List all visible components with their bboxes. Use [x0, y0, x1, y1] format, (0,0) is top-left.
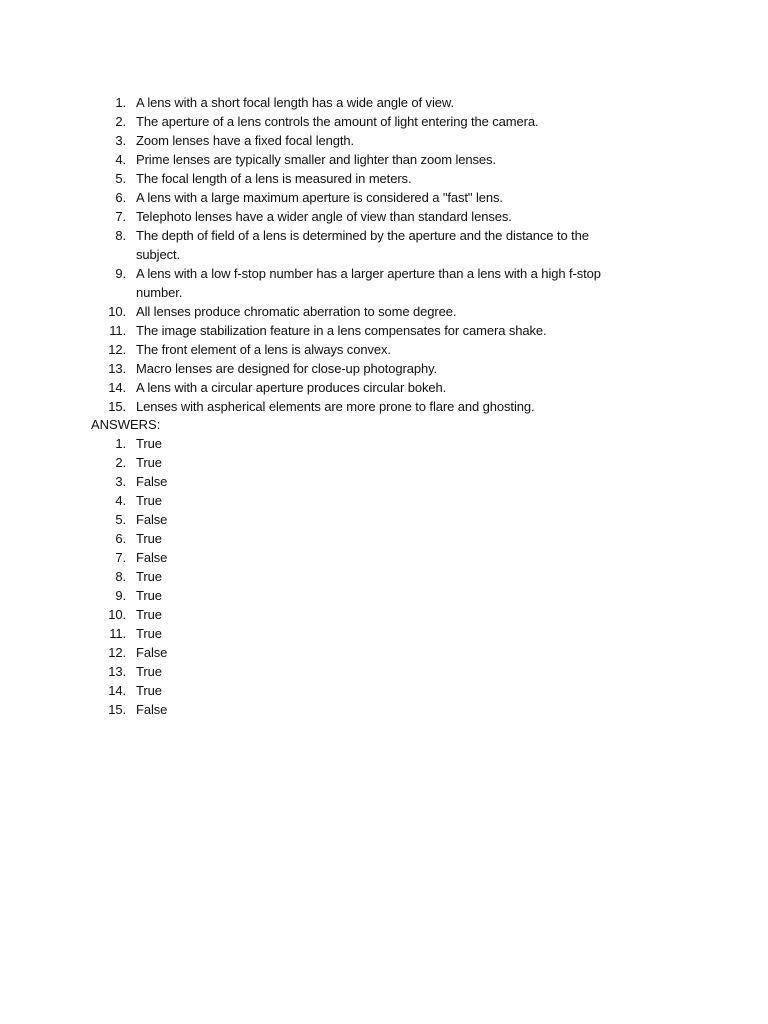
answer-text: False: [136, 550, 168, 565]
question-number: 6.: [115, 190, 126, 205]
answer-item: [0, 491, 636, 510]
answer-number: 7.: [115, 550, 126, 565]
answer-item: [0, 681, 636, 700]
question-item: [0, 207, 636, 226]
question-text: Telephoto lenses have a wider angle of view than standard lenses.: [136, 209, 512, 224]
question-number: 11.: [109, 323, 126, 338]
question-item: [0, 359, 636, 378]
question-number: 14.: [108, 380, 126, 395]
answer-number: 10.: [108, 607, 126, 622]
answer-item: [0, 548, 636, 567]
answer-number: 3.: [115, 474, 126, 489]
question-number: 7.: [115, 209, 126, 224]
question-number: 5.: [115, 171, 126, 186]
answer-item: [0, 662, 636, 681]
question-item: [0, 378, 636, 397]
question-item: [0, 397, 636, 416]
answer-number: 8.: [115, 569, 126, 584]
question-number: 4.: [115, 152, 126, 167]
question-item: [0, 112, 636, 131]
answer-text: False: [136, 512, 168, 527]
answer-number: 6.: [115, 531, 126, 546]
answer-text: False: [136, 702, 168, 717]
answer-item: [0, 510, 636, 529]
answer-text: True: [136, 588, 162, 603]
answer-number: 2.: [115, 455, 126, 470]
question-item: [0, 321, 636, 340]
answer-text: True: [136, 455, 162, 470]
answer-text: False: [136, 474, 168, 489]
answer-text: True: [136, 664, 162, 679]
answer-item: [0, 567, 636, 586]
question-text: The depth of field of a lens is determined by the aperture and the distance to the subject.: [136, 228, 589, 262]
answer-item: [0, 643, 636, 662]
answer-text: True: [136, 569, 162, 584]
question-number: 10.: [108, 304, 126, 319]
question-text: Zoom lenses have a fixed focal length.: [136, 133, 355, 148]
answer-item: [0, 453, 636, 472]
question-item: [0, 188, 636, 207]
answer-number: 14.: [108, 683, 126, 698]
question-number: 1.: [115, 95, 126, 110]
answer-item: [0, 529, 636, 548]
answer-item: [0, 605, 636, 624]
answer-number: 4.: [115, 493, 126, 508]
answer-number: 15.: [108, 702, 126, 717]
answer-number: 13.: [108, 664, 126, 679]
question-number: 9.: [115, 266, 126, 281]
answer-text: True: [136, 683, 162, 698]
question-text: A lens with a short focal length has a wide angle of view.: [136, 95, 454, 110]
question-number: 12.: [108, 342, 126, 357]
question-text: A lens with a low f-stop number has a larger aperture than a lens with a high f-stop number.: [136, 266, 601, 300]
answer-item: [0, 700, 636, 719]
answer-item: [0, 586, 636, 605]
answer-number: 12.: [108, 645, 126, 660]
answer-number: 9.: [115, 588, 126, 603]
answer-text: False: [136, 645, 168, 660]
question-item: [0, 169, 636, 188]
question-text: The aperture of a lens controls the amount of light entering the camera.: [136, 114, 539, 129]
answers-heading: ANSWERS:: [91, 417, 161, 432]
answer-number: 1.: [115, 436, 126, 451]
question-text: Lenses with aspherical elements are more prone to flare and ghosting.: [136, 399, 535, 414]
answer-text: True: [136, 531, 162, 546]
question-text: The focal length of a lens is measured in meters.: [136, 171, 412, 186]
question-item: [0, 150, 636, 169]
answer-list: [0, 434, 636, 719]
question-text: All lenses produce chromatic aberration to some degree.: [136, 304, 457, 319]
question-number: 8.: [115, 228, 126, 243]
question-text: A lens with a large maximum aperture is considered a "fast" lens.: [136, 190, 503, 205]
question-text: Prime lenses are typically smaller and lighter than zoom lenses.: [136, 152, 496, 167]
question-text: The front element of a lens is always convex.: [136, 342, 391, 357]
question-text: Macro lenses are designed for close-up photography.: [136, 361, 438, 376]
question-item: [0, 131, 636, 150]
answer-item: [0, 472, 636, 491]
question-number: 15.: [108, 399, 126, 414]
question-item: [0, 264, 636, 302]
question-text: A lens with a circular aperture produces circular bokeh.: [136, 380, 447, 395]
answer-number: 11.: [109, 626, 126, 641]
question-number: 2.: [115, 114, 126, 129]
question-item: [0, 302, 636, 321]
question-text: The image stabilization feature in a lens compensates for camera shake.: [136, 323, 547, 338]
question-item: [0, 93, 636, 112]
answer-text: True: [136, 436, 162, 451]
answer-text: True: [136, 607, 162, 622]
question-number: 13.: [108, 361, 126, 376]
answer-item: [0, 434, 636, 453]
question-item: [0, 340, 636, 359]
answer-text: True: [136, 493, 162, 508]
question-item: [0, 226, 636, 264]
answer-text: True: [136, 626, 162, 641]
question-number: 3.: [115, 133, 126, 148]
answer-item: [0, 624, 636, 643]
question-list: [0, 93, 636, 416]
answer-number: 5.: [115, 512, 126, 527]
